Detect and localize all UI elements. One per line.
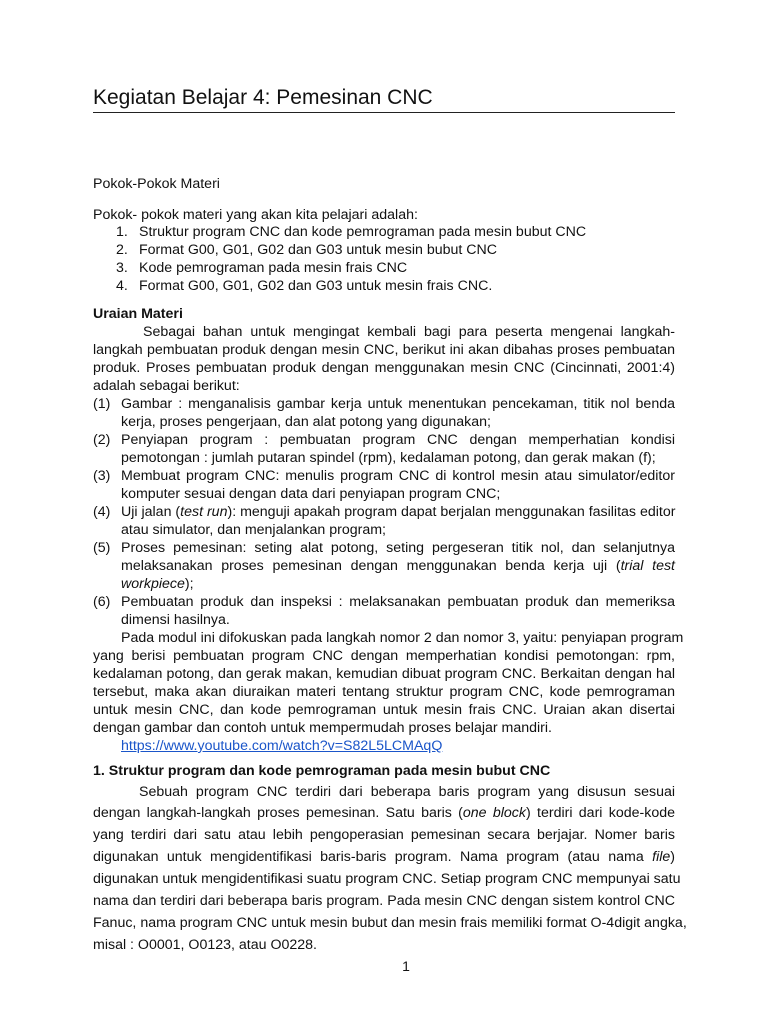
step-number: (1) <box>93 396 111 412</box>
pokok-item-number: 2. <box>116 242 128 258</box>
youtube-link[interactable]: https://www.youtube.com/watch?v=S82L5LCMAqQ <box>121 738 443 754</box>
step-line: Penyiapan program : pembuatan program CNC dengan memperhatian kondisi <box>121 432 675 448</box>
section1-line: digunakan untuk mengidentifikasi baris-baris program. Nama program (atau nama file) <box>93 849 675 865</box>
section1-line: Sebuah program CNC terdiri dari beberapa baris program yang disusun sesuai <box>139 784 675 800</box>
modul-line: Pada modul ini difokuskan pada langkah nomor 2 dan nomor 3, yaitu: penyiapan program <box>121 630 684 646</box>
step-line: pemotongan : jumlah putaran spindel (rpm), kedalaman potong, dan gerak makan (f); <box>121 450 656 466</box>
italic-term: one block <box>462 805 526 821</box>
pokok-heading: Pokok-Pokok Materi <box>93 176 220 192</box>
italic-term: workpiece <box>121 576 185 592</box>
pokok-item-number: 1. <box>116 224 128 240</box>
italic-term: trial test <box>620 558 676 574</box>
section1-line: yang terdiri dari satu atau lebih pengoperasian pemesinan secara berjajar. Nomer baris <box>93 827 675 843</box>
step-number: (4) <box>93 504 111 520</box>
modul-line: untuk mesin CNC, dan kode pemrograman untuk mesin frais CNC. Uraian akan disertai <box>93 702 675 718</box>
modul-line: yang berisi pembuatan program CNC dengan memperhatian kondisi pemotongan: rpm, <box>93 648 675 664</box>
uraian-intro-line: adalah sebagai berikut: <box>93 378 240 394</box>
modul-line: kedalaman potong, dan gerak makan, kemudian dibuat program CNC. Berkaitan dengan hal <box>93 666 675 682</box>
pokok-item-text: Format G00, G01, G02 dan G03 untuk mesin bubut CNC <box>139 242 498 258</box>
uraian-intro-line: Sebagai bahan untuk mengingat kembali bagi para peserta mengenai langkah- <box>143 324 675 340</box>
modul-line: dengan gambar dan contoh untuk mempermudah proses belajar mandiri. <box>93 720 553 736</box>
uraian-heading: Uraian Materi <box>93 306 183 322</box>
page-number: 1 <box>402 958 410 974</box>
pokok-item-number: 4. <box>116 278 128 294</box>
pokok-item-text: Struktur program CNC dan kode pemrograman pada mesin bubut CNC <box>139 224 587 240</box>
page-title: Kegiatan Belajar 4: Pemesinan CNC <box>93 86 433 109</box>
section1-line: nama dan terdiri dari beberapa baris program. Pada mesin CNC dengan sistem kontrol CNC <box>93 893 675 909</box>
step-line: melaksanakan proses pemesinan dengan menggunakan benda kerja uji (trial test <box>121 558 676 574</box>
step-line: kerja, proses pengerjaan, dan alat potong yang digunakan; <box>121 414 491 430</box>
step-line: Membuat program CNC: menulis program CNC di kontrol mesin atau simulator/editor <box>121 468 675 484</box>
step-number: (3) <box>93 468 111 484</box>
pokok-item-text: Kode pemrograman pada mesin frais CNC <box>139 260 408 276</box>
pokok-intro: Pokok- pokok materi yang akan kita pelajari adalah: <box>93 207 418 223</box>
step-line: workpiece); <box>121 576 194 592</box>
step-number: (2) <box>93 432 111 448</box>
step-line: atau simulator, dan menjalankan program; <box>121 522 386 538</box>
step-line: komputer sesuai dengan data dari penyiapan program CNC; <box>121 486 501 502</box>
pokok-item-text: Format G00, G01, G02 dan G03 untuk mesin frais CNC. <box>139 278 493 294</box>
step-line: Proses pemesinan: seting alat potong, seting pergeseran titik nol, dan selanjutnya <box>121 540 675 556</box>
step-number: (6) <box>93 594 111 610</box>
step-line: dimensi hasilnya. <box>121 612 230 628</box>
italic-term: test run <box>180 504 228 520</box>
uraian-intro-line: langkah pembuatan produk dengan mesin CNC, berikut ini akan dibahas proses pembuatan <box>93 342 675 358</box>
step-line: Gambar : menganalisis gambar kerja untuk menentukan pencekaman, titik nol benda <box>121 396 675 412</box>
uraian-intro-line: produk. Proses pembuatan produk dengan menggunakan mesin CNC (Cincinnati, 2001:4) <box>93 360 675 376</box>
step-number: (5) <box>93 540 111 556</box>
section1-line: dengan langkah-langkah proses pemesinan. Satu baris (one block) terdiri dari kode-kode <box>93 805 676 821</box>
modul-line: tersebut, maka akan diuraikan materi tentang struktur program CNC, kode pemrograman <box>93 684 675 700</box>
section1-line: Fanuc, nama program CNC untuk mesin bubut dan mesin frais memiliki format O-4digit angka, <box>93 915 687 931</box>
section1-line: misal : O0001, O0123, atau O0228. <box>93 937 317 953</box>
pokok-item-number: 3. <box>116 260 128 276</box>
step-line: Pembuatan produk dan inspeksi : melaksanakan pembuatan produk dan memeriksa <box>121 594 675 610</box>
title-underline <box>93 112 675 113</box>
section1-heading: 1. Struktur program dan kode pemrograman pada mesin bubut CNC <box>93 763 551 779</box>
italic-term: file <box>652 849 671 865</box>
section1-line: digunakan untuk mengidentifikasi suatu program CNC. Setiap program CNC mempunyai satu <box>93 871 681 887</box>
step-line: Uji jalan (test run): menguji apakah program dapat berjalan menggunakan fasilitas editor <box>121 504 676 520</box>
